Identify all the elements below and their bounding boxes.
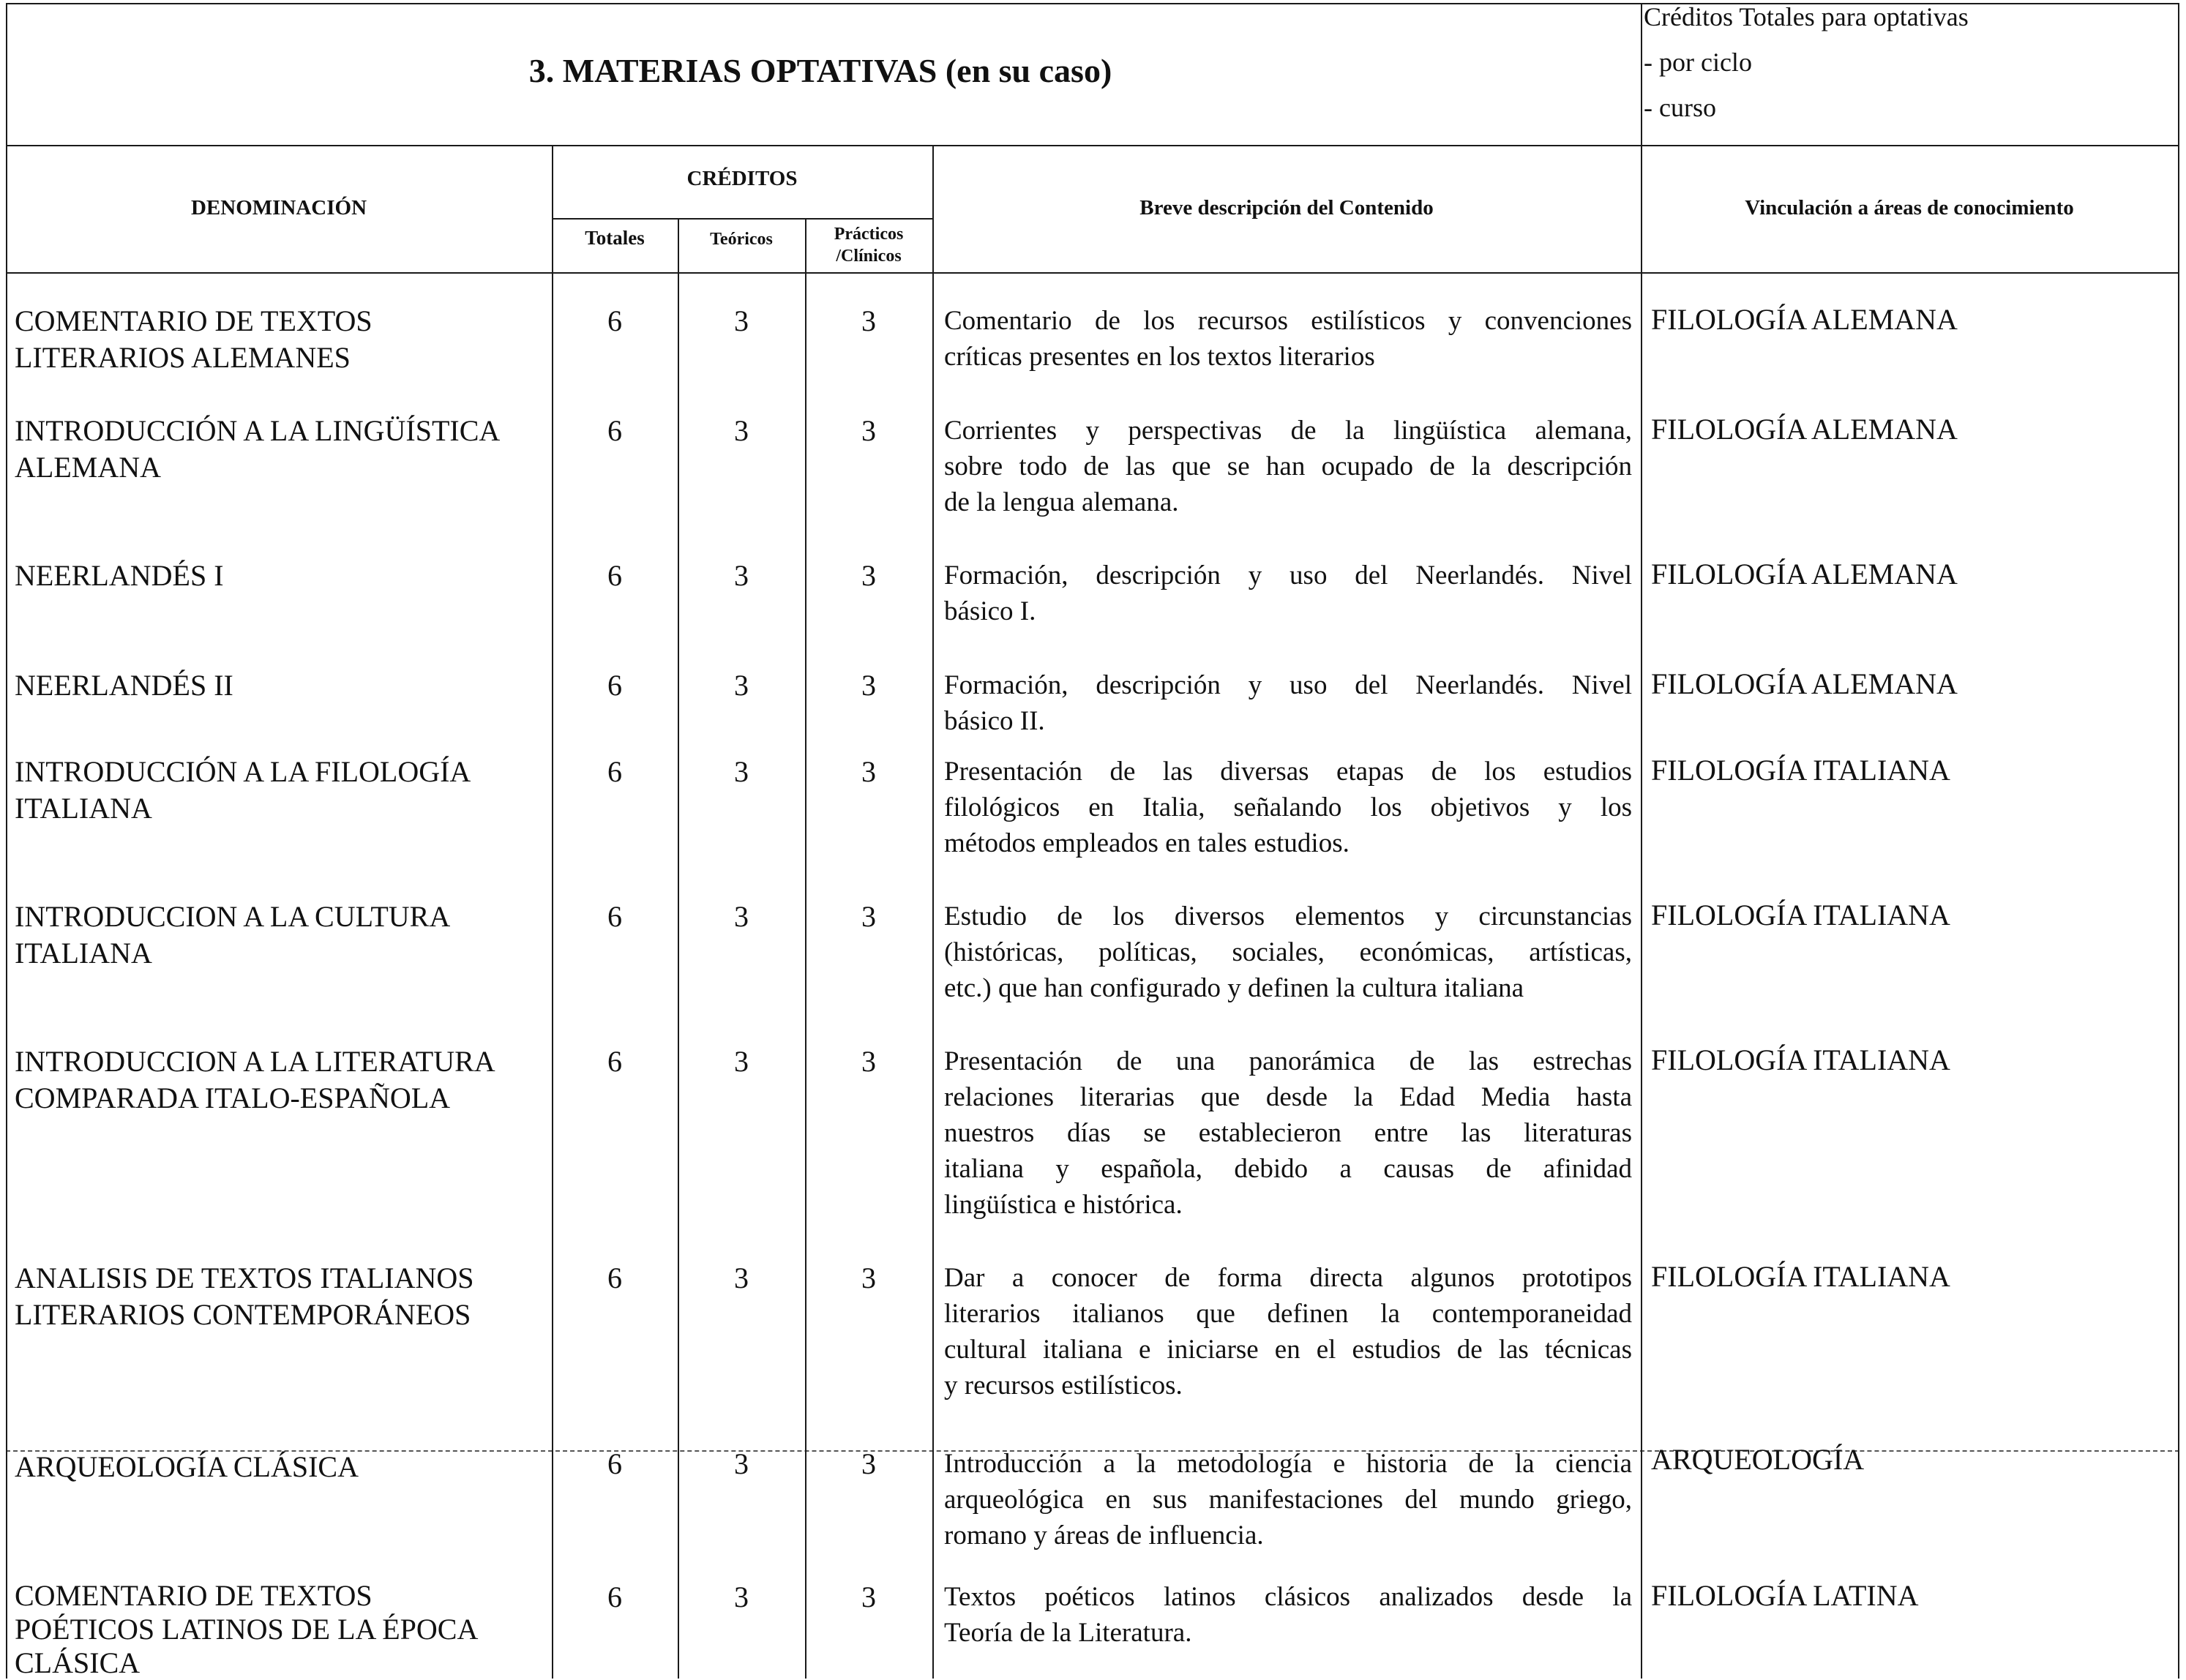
desc-line: italiana y española, debido a causas de afinidad (944, 1154, 1632, 1184)
name-line: INTRODUCCION A LA LITERATURA (15, 1045, 495, 1078)
row-practicos: 3 (861, 414, 876, 447)
name-line: ALEMANA (15, 451, 161, 484)
row-area: FILOLOGÍA ITALIANA (1651, 899, 1950, 931)
col-header-totales: Totales (585, 227, 645, 249)
name-line: NEERLANDÉS I (15, 559, 224, 592)
row-description (944, 1260, 1632, 1403)
row-teoricos: 3 (734, 414, 749, 447)
name-line: ARQUEOLOGÍA CLÁSICA (15, 1450, 359, 1483)
row-totales: 6 (607, 1045, 622, 1078)
name-line: COMENTARIO DE TEXTOS (15, 304, 373, 337)
desc-line: críticas presentes en los textos literarios (944, 342, 1375, 372)
desc-line: Presentación de las diversas etapas de los estudios (944, 757, 1632, 787)
row-description (944, 1446, 1632, 1553)
desc-line: romano y áreas de influencia. (944, 1520, 1264, 1550)
row-area: FILOLOGÍA LATINA (1651, 1579, 1919, 1612)
name-line: POÉTICOS LATINOS DE LA ÉPOCA (15, 1613, 479, 1646)
credits-note-line3: - curso (1644, 93, 1716, 122)
desc-line: básico II. (944, 706, 1045, 736)
row-totales: 6 (607, 559, 622, 592)
row-totales: 6 (607, 304, 622, 337)
row-practicos: 3 (861, 900, 876, 933)
row-area: FILOLOGÍA ITALIANA (1651, 1043, 1950, 1076)
row-totales: 6 (607, 669, 622, 702)
name-line: COMPARADA ITALO-ESPAÑOLA (15, 1081, 451, 1114)
col-divider-5 (1641, 3, 1642, 1679)
row-description (944, 899, 1632, 1006)
row-description (944, 558, 1632, 629)
row-name (15, 413, 542, 486)
desc-line: nuestros días se establecieron entre las literaturas (944, 1118, 1632, 1148)
name-line: CLÁSICA (15, 1646, 141, 1679)
row-name (15, 667, 542, 704)
row-area: FILOLOGÍA ALEMANA (1651, 667, 1958, 700)
name-line: ITALIANA (15, 792, 152, 825)
col-divider-4 (932, 145, 934, 1679)
row-name (15, 1043, 542, 1117)
desc-line: Teoría de la Literatura. (944, 1618, 1192, 1648)
col-header-practicos-line2: /Clínicos (836, 247, 902, 266)
row-totales: 6 (607, 1447, 622, 1480)
row-name (15, 754, 542, 827)
name-line: LITERARIOS CONTEMPORÁNEOS (15, 1298, 471, 1331)
row-name (15, 1260, 542, 1333)
desc-line: de la lengua alemana. (944, 487, 1179, 517)
desc-line: Presentación de una panorámica de las estrechas (944, 1046, 1632, 1076)
name-line: ANALISIS DE TEXTOS ITALIANOS (15, 1261, 474, 1294)
desc-line: Formación, descripción y uso del Neerlandés. Nivel (944, 670, 1632, 700)
desc-line: etc.) que han configurado y definen la cultura italiana (944, 973, 1524, 1003)
desc-line: cultural italiana e iniciarse en el estudios de las técnicas (944, 1335, 1632, 1365)
desc-line: Formación, descripción y uso del Neerlandés. Nivel (944, 560, 1632, 590)
name-line: INTRODUCCIÓN A LA FILOLOGÍA (15, 755, 471, 788)
row-area: FILOLOGÍA ALEMANA (1651, 413, 1958, 446)
row-area: FILOLOGÍA ITALIANA (1651, 754, 1950, 787)
row-teoricos: 3 (734, 1045, 749, 1078)
row-teoricos: 3 (734, 304, 749, 337)
name-line: INTRODUCCIÓN A LA LINGÜÍSTICA (15, 414, 501, 447)
row-teoricos: 3 (734, 900, 749, 933)
desc-line: Introducción a la metodología e historia de la ciencia (944, 1449, 1632, 1479)
row-teoricos: 3 (734, 1261, 749, 1294)
desc-line: básico I. (944, 596, 1036, 626)
creditos-subheader-divider (552, 218, 932, 220)
row-practicos: 3 (861, 1045, 876, 1078)
row-teoricos: 3 (734, 669, 749, 702)
row-totales: 6 (607, 755, 622, 788)
col-header-denominacion: DENOMINACIÓN (190, 196, 367, 220)
col-header-vinculacion: Vinculación a áreas de conocimiento (1745, 196, 2074, 220)
page-title: 3. MATERIAS OPTATIVAS (en su caso) (528, 52, 1112, 89)
header-row-divider (6, 272, 2179, 274)
col-header-practicos-line1: Prácticos (834, 225, 904, 244)
right-border (2178, 3, 2179, 1679)
row-practicos: 3 (861, 559, 876, 592)
desc-line: lingüística e histórica. (944, 1190, 1183, 1220)
row-description (944, 754, 1632, 861)
name-line: LITERARIOS ALEMANES (15, 341, 351, 374)
row-practicos: 3 (861, 669, 876, 702)
row-description (944, 1043, 1632, 1223)
row-area: ARQUEOLOGÍA (1651, 1443, 1865, 1476)
row-totales: 6 (607, 1580, 622, 1613)
desc-line: Comentario de los recursos estilísticos y convenciones (944, 306, 1632, 336)
desc-line: (históricas, políticas, sociales, económicas, artísticas, (944, 937, 1632, 967)
col-header-practicos (805, 223, 932, 267)
col-header-descripcion: Breve descripción del Contenido (1139, 196, 1434, 220)
col-header-creditos: CRÉDITOS (686, 167, 798, 190)
row-practicos: 3 (861, 755, 876, 788)
desc-line: sobre todo de las que se han ocupado de la descripción (944, 451, 1632, 481)
row-teoricos: 3 (734, 559, 749, 592)
desc-line: métodos empleados en tales estudios. (944, 828, 1350, 858)
row-totales: 6 (607, 900, 622, 933)
desc-line: Textos poéticos latinos clásicos analizados desde la (944, 1582, 1632, 1612)
row-teoricos: 3 (734, 1447, 749, 1480)
row-practicos: 3 (861, 1580, 876, 1613)
row-area: FILOLOGÍA ALEMANA (1651, 558, 1958, 590)
desc-line: Dar a conocer de forma directa algunos prototipos (944, 1263, 1632, 1293)
name-line: ITALIANA (15, 937, 152, 970)
desc-line: Estudio de los diversos elementos y circunstancias (944, 901, 1632, 931)
row-area: FILOLOGÍA ALEMANA (1651, 303, 1958, 336)
row-description (944, 667, 1632, 739)
row-totales: 6 (607, 414, 622, 447)
row-description (944, 303, 1632, 375)
row-teoricos: 3 (734, 1580, 749, 1613)
credits-note-line2: - por ciclo (1644, 48, 1752, 77)
row-name (15, 1579, 542, 1680)
desc-line: Corrientes y perspectivas de la lingüística alemana, (944, 416, 1632, 446)
row-practicos: 3 (861, 304, 876, 337)
desc-line: literarios italianos que definen la contemporaneidad (944, 1299, 1632, 1329)
desc-line: y recursos estilísticos. (944, 1370, 1183, 1400)
row-practicos: 3 (861, 1261, 876, 1294)
row-name (15, 558, 542, 594)
credits-note (1644, 0, 1969, 130)
desc-line: arqueológica en sus manifestaciones del mundo griego, (944, 1485, 1632, 1515)
name-line: INTRODUCCION A LA CULTURA (15, 900, 451, 933)
name-line: NEERLANDÉS II (15, 669, 233, 702)
desc-line: relaciones literarias que desde la Edad Media hasta (944, 1082, 1632, 1112)
name-line: COMENTARIO DE TEXTOS (15, 1579, 373, 1612)
row-practicos: 3 (861, 1447, 876, 1480)
row-name (15, 303, 542, 376)
row-name (15, 1449, 542, 1485)
col-header-teoricos: Teóricos (710, 230, 773, 249)
row-name (15, 899, 542, 972)
desc-line: filológicos en Italia, señalando los objetivos y los (944, 792, 1632, 822)
row-teoricos: 3 (734, 755, 749, 788)
row-description (944, 413, 1632, 520)
left-border (6, 3, 7, 1679)
row-totales: 6 (607, 1261, 622, 1294)
title-row-divider (6, 145, 2179, 146)
credits-note-line1: Créditos Totales para optativas (1644, 2, 1969, 31)
row-description (944, 1579, 1632, 1651)
row-area: FILOLOGÍA ITALIANA (1651, 1260, 1950, 1293)
